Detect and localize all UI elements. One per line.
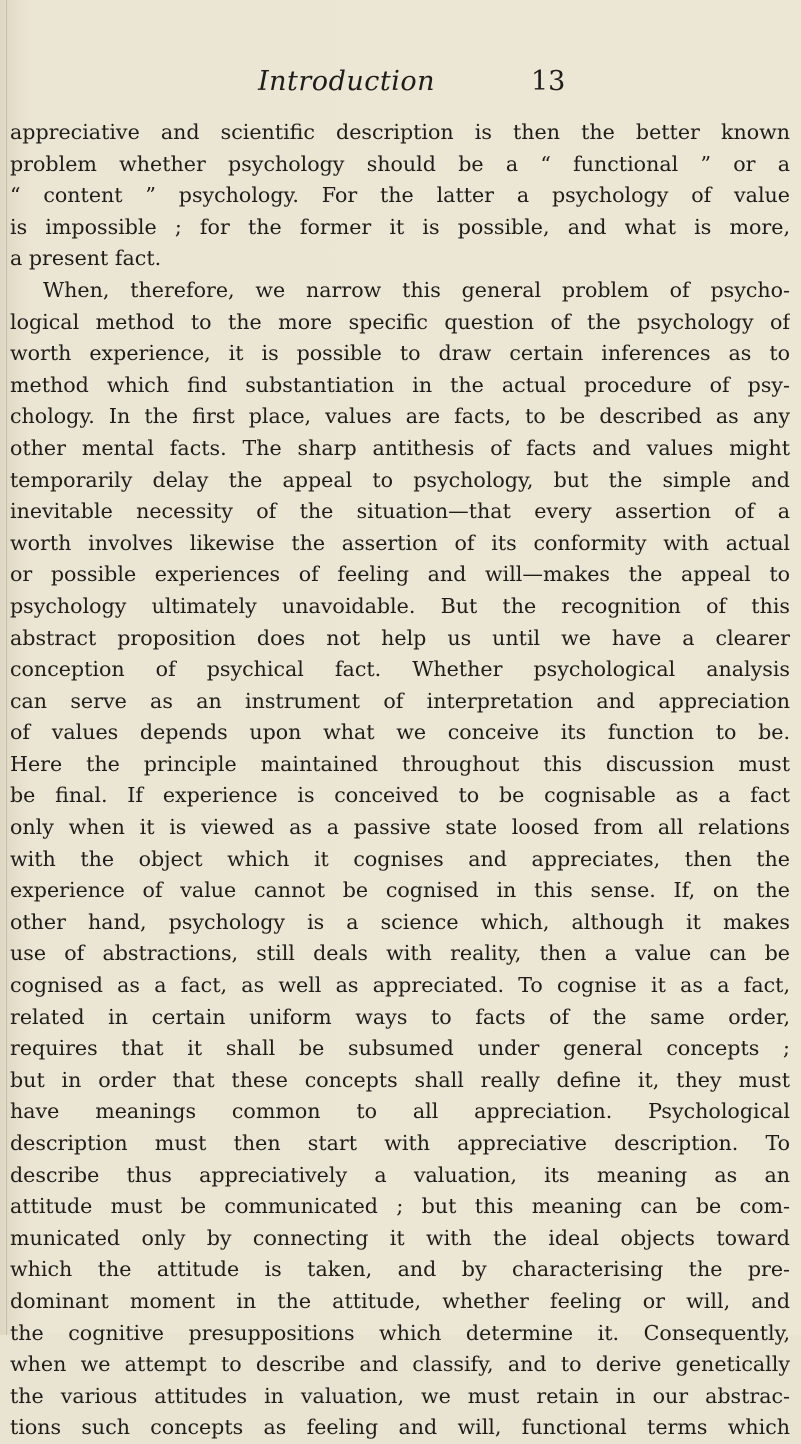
- text-line: worth involves likewise the assertion of its conformity with actual: [10, 530, 790, 555]
- text-line: “ content ” psychology. For the latter a psychology of value: [10, 183, 790, 208]
- text-line: requires that it shall be subsumed under general concepts ;: [10, 1036, 790, 1061]
- text-line: conception of psychical fact. Whether psychological analysis: [10, 657, 790, 682]
- text-line: but in order that these concepts shall really define it, they must: [10, 1067, 790, 1092]
- text-line: psychology ultimately unavoidable. But the recognition of this: [10, 593, 790, 618]
- gutter-shadow: [6, 0, 7, 1335]
- text-line: chology. In the first place, values are facts, to be described as any: [10, 404, 790, 429]
- text-line: worth experience, it is possible to draw certain inferences as to: [10, 341, 790, 366]
- text-line: appreciative and scientific description is then the better known: [10, 120, 790, 144]
- text-line: description must then start with appreciative description. To: [10, 1131, 790, 1155]
- text-line: which the attitude is taken, and by characterising the pre-: [10, 1257, 790, 1282]
- text-line: abstract proposition does not help us until we have a clearer: [10, 625, 790, 650]
- text-line: or possible experiences of feeling and will—makes the appeal to: [10, 562, 790, 587]
- text-line: temporarily delay the appeal to psychology, but the simple and: [10, 467, 790, 492]
- running-title: Introduction: [258, 66, 435, 97]
- text-line: other hand, psychology is a science which, although it makes: [10, 909, 790, 934]
- text-line: other mental facts. The sharp antithesis of facts and values might: [10, 435, 790, 460]
- text-line: municated only by connecting it with the ideal objects toward: [10, 1225, 790, 1250]
- text-line: logical method to the more specific question of the psychology of: [10, 309, 790, 334]
- text-line: experience of value cannot be cognised in this sense. If, on the: [10, 878, 790, 903]
- text-line: cognised as a fact, as well as appreciated. To cognise it as a fact,: [10, 973, 790, 998]
- text-line: with the object which it cognises and appreciates, then the: [10, 846, 790, 871]
- text-line: be final. If experience is conceived to be cognisable as a fact: [10, 783, 790, 808]
- text-line: related in certain uniform ways to facts of the same order,: [10, 1004, 790, 1029]
- text-line: dominant moment in the attitude, whether feeling or will, and: [10, 1288, 790, 1313]
- page-number: 13: [531, 66, 566, 97]
- text-line: a present fact.: [10, 246, 162, 271]
- text-line: Here the principle maintained throughout this discussion must: [10, 751, 790, 776]
- text-line: problem whether psychology should be a “ functional ” or a: [10, 151, 790, 176]
- text-line: attitude must be communicated ; but this meaning can be com-: [10, 1194, 790, 1219]
- text-line: tions such concepts as feeling and will, functional terms which: [10, 1415, 790, 1440]
- text-line: use of abstractions, still deals with reality, then a value can be: [10, 941, 790, 966]
- text-line: inevitable necessity of the situation—that every assertion of a: [10, 499, 790, 524]
- text-line: the various attitudes in valuation, we must retain in our abstrac-: [10, 1383, 790, 1408]
- text-line: have meanings common to all appreciation. Psychological: [10, 1099, 790, 1124]
- text-line: only when it is viewed as a passive state loosed from all relations: [10, 815, 790, 840]
- text-line: describe thus appreciatively a valuation, its meaning as an: [10, 1162, 790, 1187]
- text-line: is impossible ; for the former it is possible, and what is more,: [10, 214, 790, 239]
- text-line: When, therefore, we narrow this general problem of psycho-: [43, 277, 790, 302]
- text-line: method which find substantiation in the actual procedure of psy-: [10, 372, 790, 397]
- text-line: the cognitive presuppositions which determine it. Consequently,: [10, 1320, 790, 1345]
- running-header: [0, 66, 801, 106]
- text-line: can serve as an instrument of interpretation and appreciation: [10, 688, 790, 713]
- body-text: [10, 117, 790, 1444]
- text-line: when we attempt to describe and classify, and to derive genetically: [10, 1352, 790, 1377]
- text-line: of values depends upon what we conceive its function to be.: [10, 720, 790, 745]
